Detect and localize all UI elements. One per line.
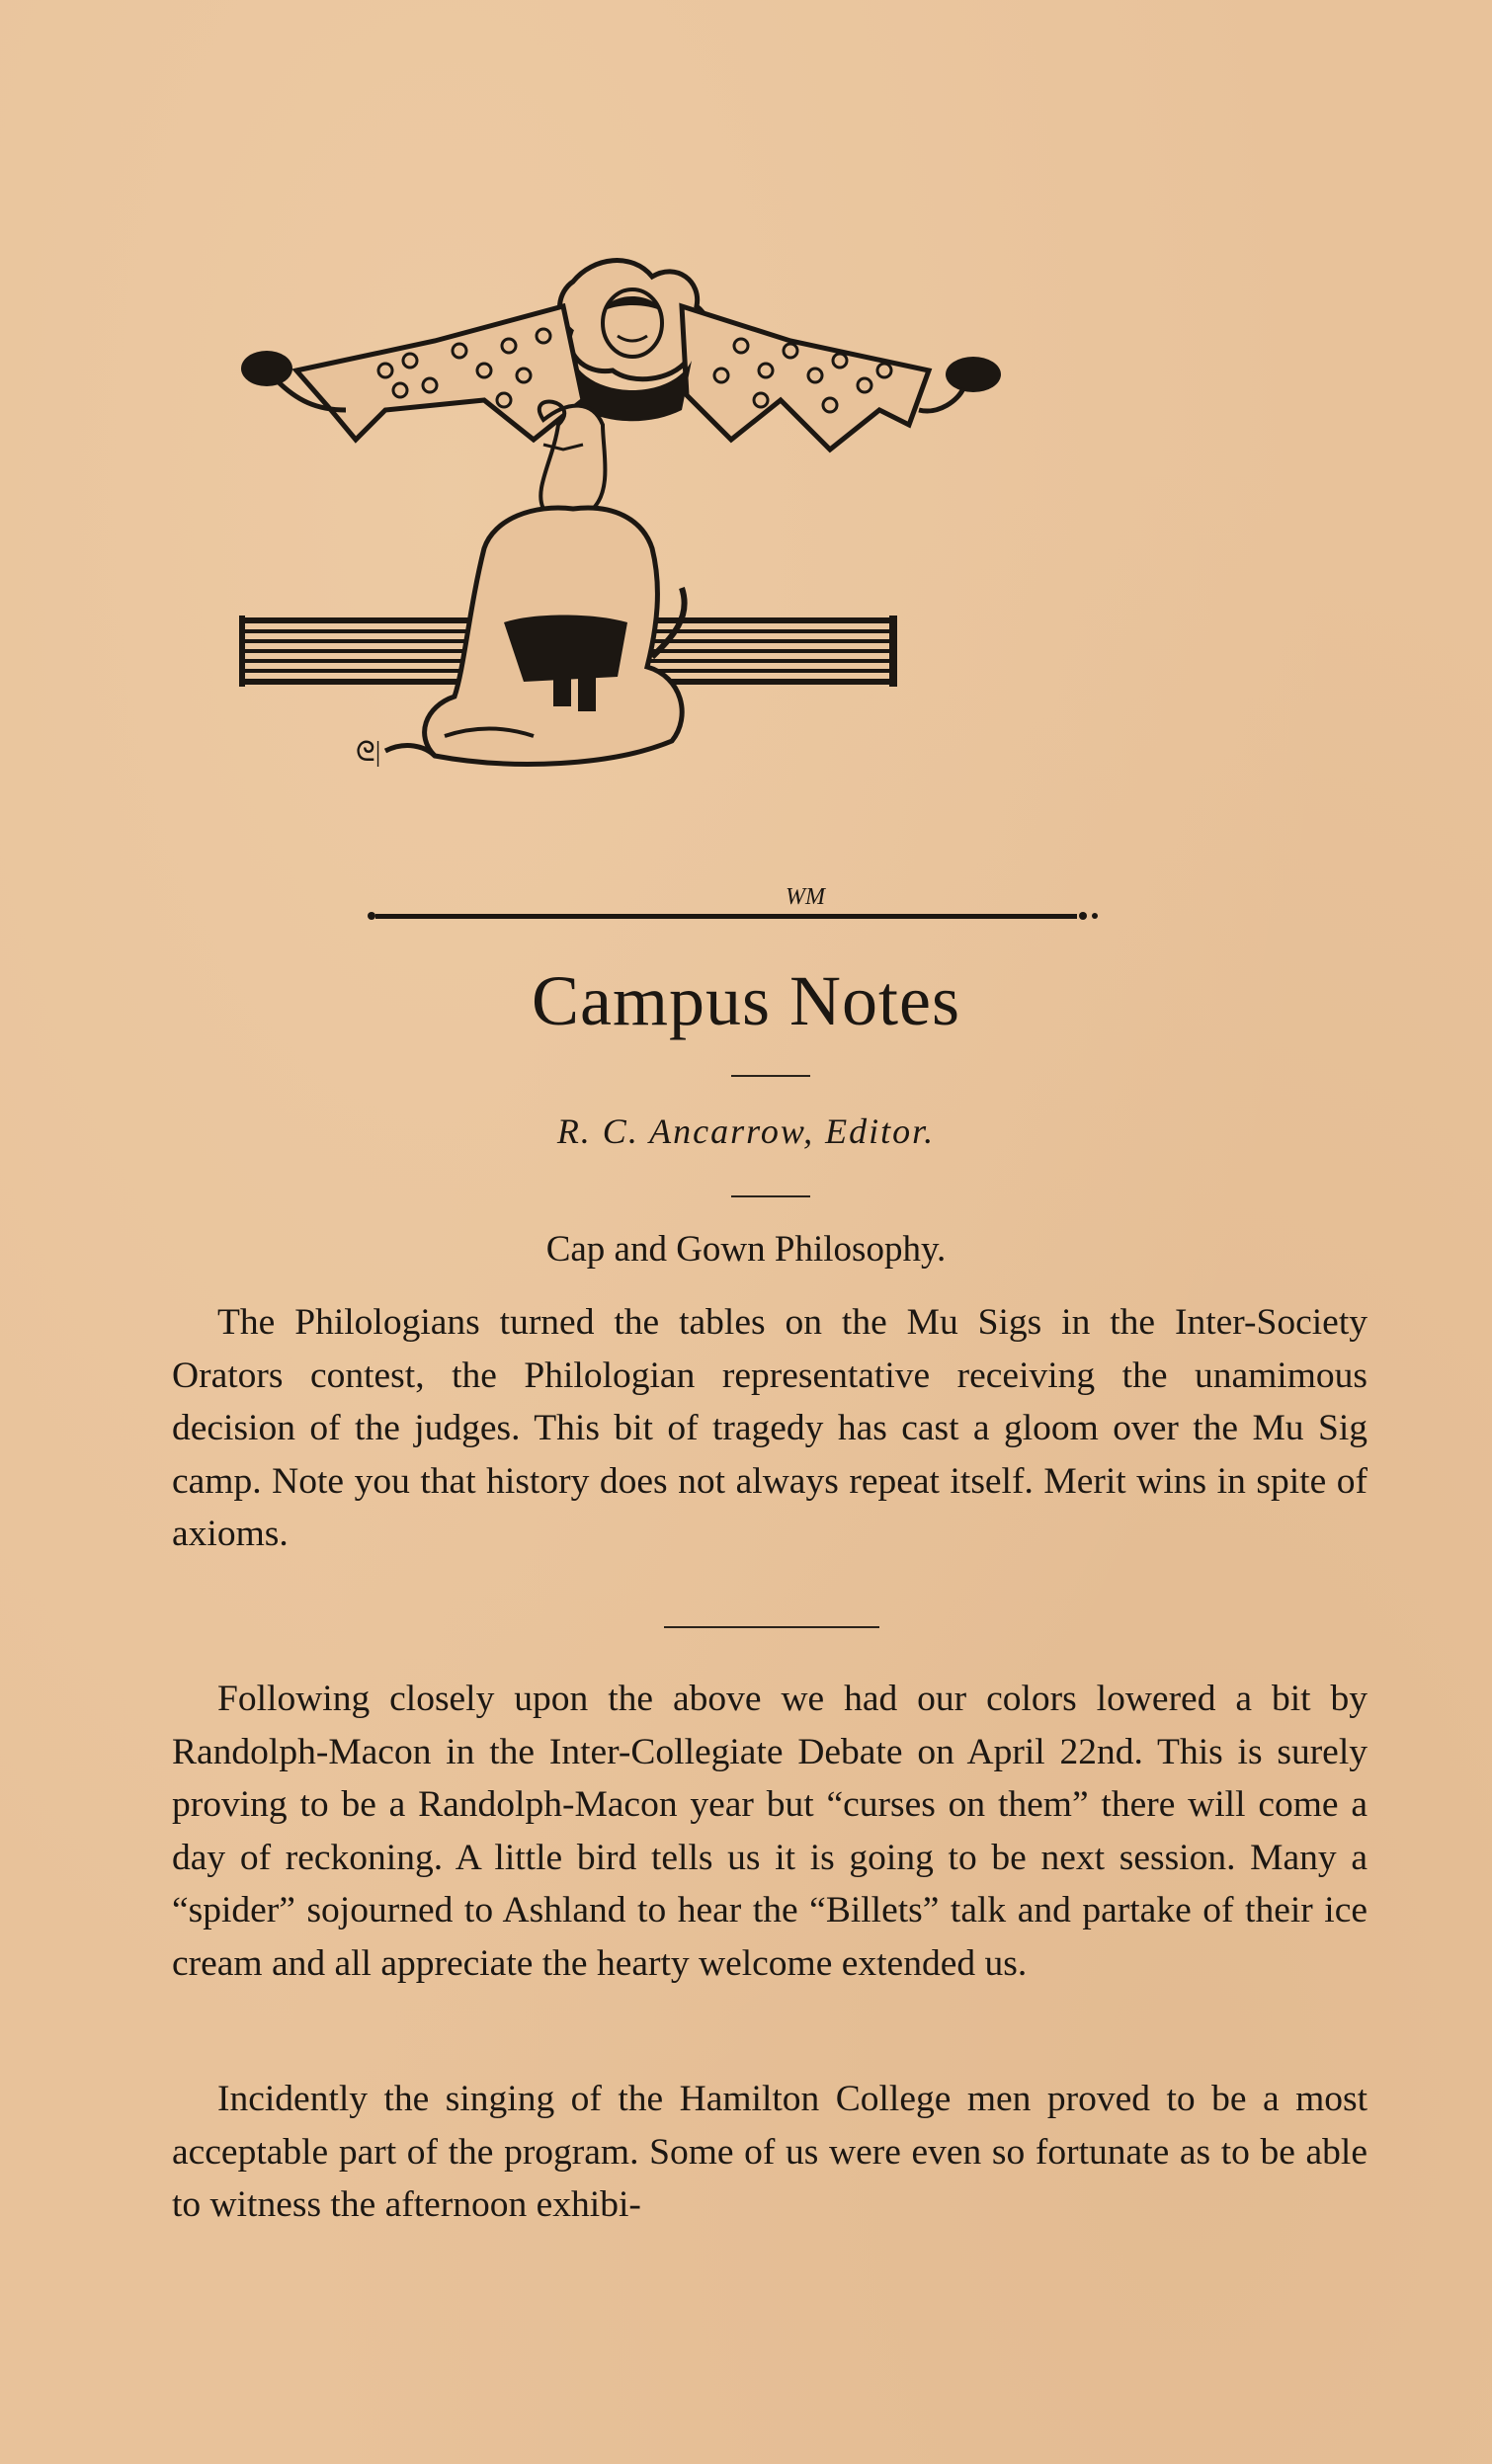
standing-figure [241, 261, 1001, 450]
seated-figure [356, 401, 685, 768]
paragraph-2: Following closely upon the above we had our colors lowered a bit by Randolph-Macon in the Inter-Collegiate Debate on April 22nd. This is surely proving to be a Randolph-Macon year but “curses on them” there will come a day of reckoning. A little bird tells us it is going to be next session. Many a “spider” sojourned to Ashland to hear the “Billets” talk and partake of their ice cream and all appreciate the hearty welcome extended us. [172, 1679, 1368, 1984]
svg-text:ᘓ|: ᘓ| [356, 737, 381, 768]
header-illustration [237, 252, 1285, 934]
editor-divider [731, 1195, 810, 1197]
paragraph-3: Incidently the singing of the Hamilton College men proved to be a most acceptable part of the program. Some of us were even so fortunate as to be able to witness the afternoon exhibi- [172, 2079, 1368, 2225]
title-divider [731, 1075, 810, 1077]
artist-signature: WM [786, 884, 825, 910]
paragraph-1: The Philologians turned the tables on the Mu Sigs in the Inter-Society Orators contest, the Philologian representative receiving the unamimous decision of the judges. This bit of tragedy has cast a gloom over the Mu Sig camp. Note you that history does not always repeat itself. Merit wins in spite of axioms. [172, 1302, 1368, 1554]
ground-line [368, 912, 1098, 920]
section-divider [664, 1626, 879, 1628]
section-subheading: Cap and Gown Philosophy. [545, 1229, 947, 1270]
editor-credit: R. C. Ancarrow, Editor. [556, 1111, 936, 1151]
page-title: Campus Notes [532, 961, 960, 1040]
